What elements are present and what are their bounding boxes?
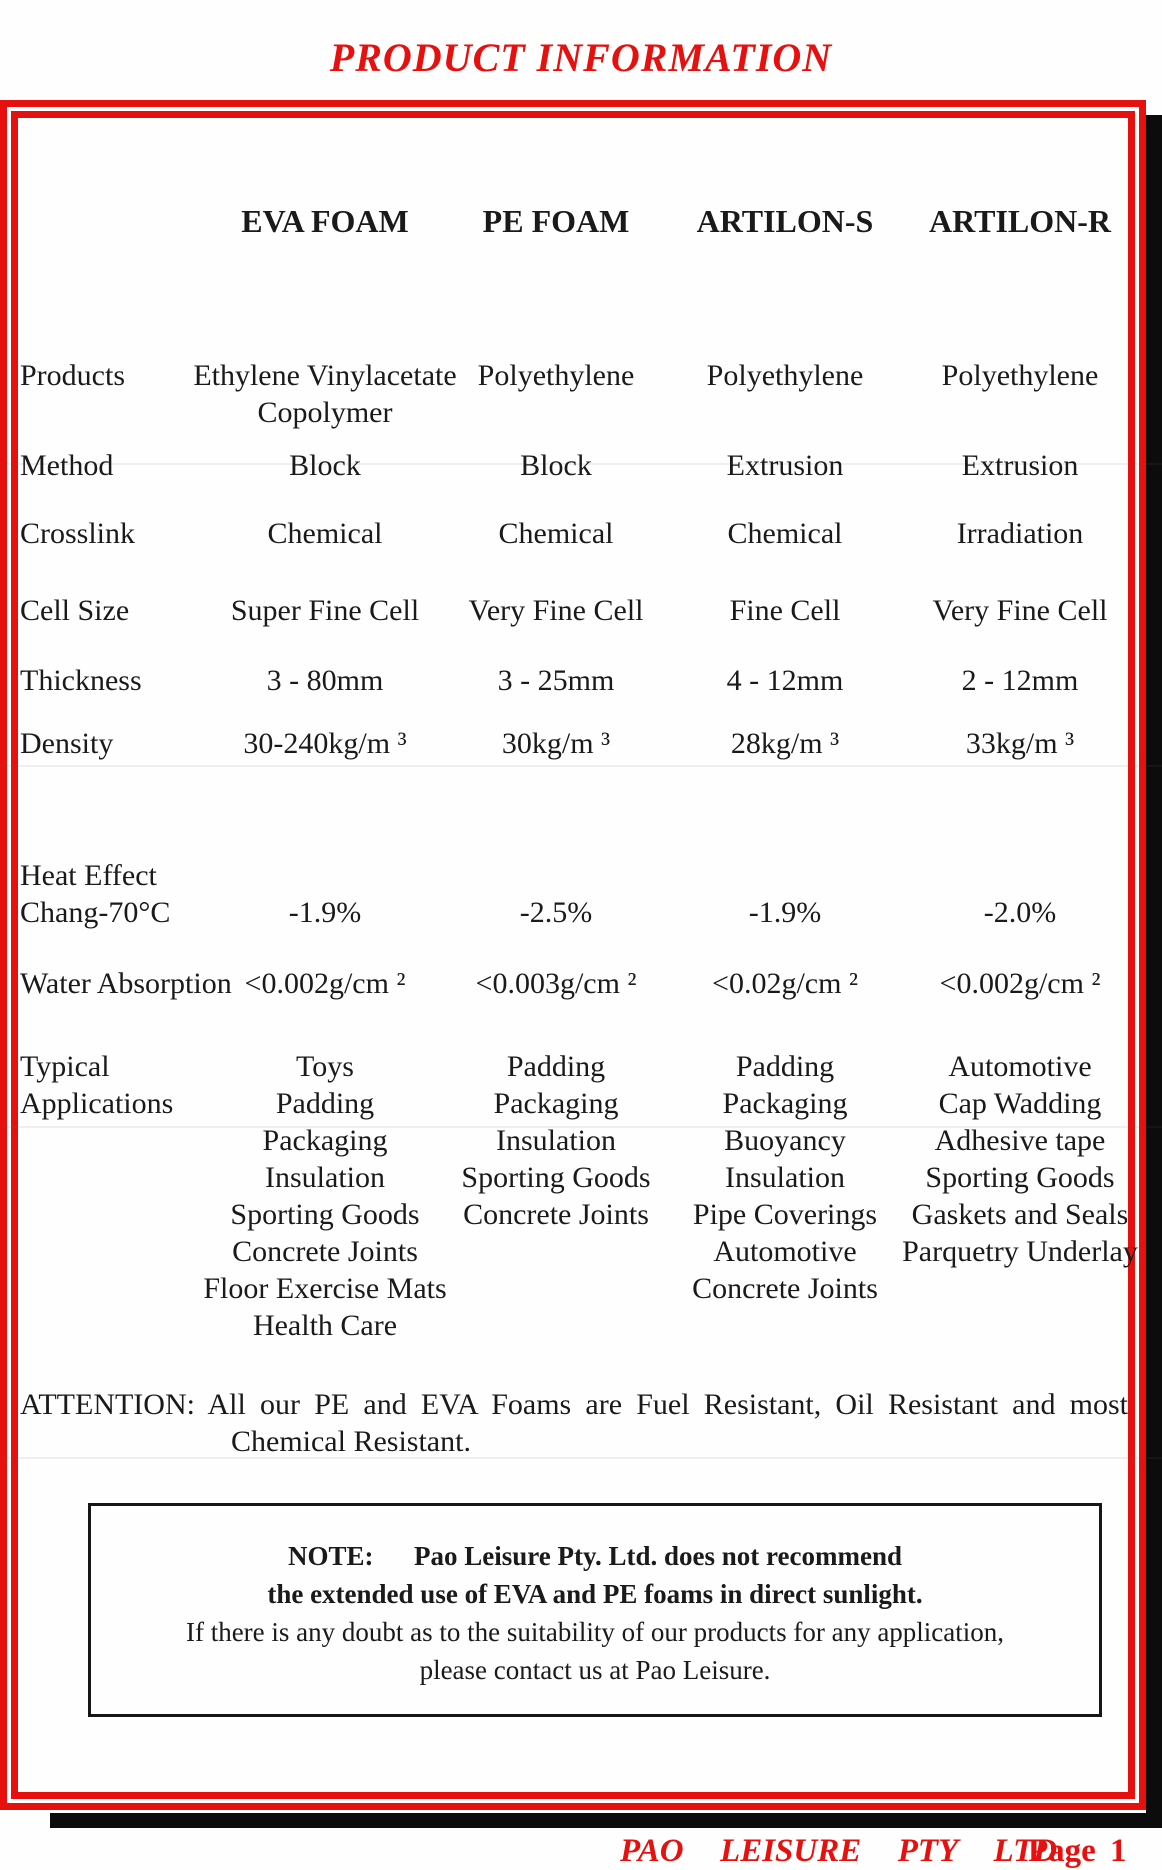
cell-thickness-eva-foam: 3 - 80mm bbox=[266, 664, 384, 697]
cell-cell-size-eva-foam: Super Fine Cell bbox=[230, 594, 420, 627]
cell-crosslink-eva-foam: Chemical bbox=[267, 517, 383, 550]
cell-water-absorption-artilon-r: <0.002g/cm ² bbox=[939, 967, 1101, 1000]
row-label-products: Products bbox=[20, 359, 125, 392]
cell-products-pe-foam: Polyethylene bbox=[477, 359, 635, 392]
cell-heat-effect-artilon-s: -1.9% bbox=[748, 896, 822, 929]
row-label-water-absorption: Water Absorption bbox=[20, 967, 232, 1000]
page-number: Page 1 bbox=[1028, 1833, 1127, 1869]
column-header-artilon-r: ARTILON-R bbox=[929, 203, 1111, 239]
note-line: If there is any doubt as to the suitability of our products for any application, bbox=[185, 1617, 1005, 1647]
cell-applications-artilon-s: Padding Packaging Buoyancy Insulation Pipe Coverings Automotive Concrete Joints bbox=[692, 1050, 878, 1305]
scan-artifact-line bbox=[0, 765, 1162, 767]
row-label-density: Density bbox=[20, 727, 114, 760]
cell-products-artilon-s: Polyethylene bbox=[706, 359, 864, 392]
cell-cell-size-artilon-r: Very Fine Cell bbox=[932, 594, 1108, 627]
cell-water-absorption-artilon-s: <0.02g/cm ² bbox=[712, 967, 858, 1000]
cell-method-artilon-s: Extrusion bbox=[726, 449, 844, 482]
scan-artifact-line bbox=[0, 1457, 1162, 1459]
cell-heat-effect-eva-foam: -1.9% bbox=[288, 896, 362, 929]
note-line: the extended use of EVA and PE foams in direct sunlight. bbox=[267, 1579, 923, 1609]
cell-products-eva-foam: Ethylene Vinylacetate Copolymer bbox=[193, 359, 457, 429]
note-box bbox=[88, 1503, 1102, 1717]
note-line: please contact us at Pao Leisure. bbox=[419, 1655, 771, 1685]
row-label-method: Method bbox=[20, 449, 114, 482]
column-header-pe-foam: PE FOAM bbox=[482, 203, 630, 239]
cell-density-artilon-s: 28kg/m ³ bbox=[730, 727, 840, 760]
attention-text: ATTENTION: All our PE and EVA Foams are Fuel Resistant, Oil Resistant and most bbox=[20, 1388, 1128, 1421]
row-label-crosslink: Crosslink bbox=[20, 517, 136, 550]
cell-thickness-pe-foam: 3 - 25mm bbox=[497, 664, 615, 697]
cell-method-pe-foam: Block bbox=[520, 449, 592, 482]
cell-water-absorption-pe-foam: <0.003g/cm ² bbox=[475, 967, 637, 1000]
cell-applications-eva-foam: Toys Padding Packaging Insulation Sporting Goods Concrete Joints Floor Exercise Mats Health Care bbox=[203, 1050, 447, 1342]
cell-density-artilon-r: 33kg/m ³ bbox=[965, 727, 1075, 760]
cell-heat-effect-artilon-r: -2.0% bbox=[983, 896, 1057, 929]
page-title: PRODUCT INFORMATION bbox=[329, 35, 833, 80]
cell-thickness-artilon-s: 4 - 12mm bbox=[726, 664, 844, 697]
cell-thickness-artilon-r: 2 - 12mm bbox=[961, 664, 1079, 697]
note-line: NOTE: Pao Leisure Pty. Ltd. does not recommend bbox=[288, 1541, 902, 1571]
cell-applications-pe-foam: Padding Packaging Insulation Sporting Goods Concrete Joints bbox=[461, 1050, 651, 1231]
column-header-artilon-s: ARTILON-S bbox=[696, 203, 874, 239]
footer-company: PAO LEISURE PTY LTD bbox=[620, 1833, 1058, 1869]
cell-crosslink-artilon-r: Irradiation bbox=[956, 517, 1084, 550]
cell-method-eva-foam: Block bbox=[289, 449, 361, 482]
row-label-cell-size: Cell Size bbox=[20, 594, 130, 627]
cell-heat-effect-pe-foam: -2.5% bbox=[519, 896, 593, 929]
cell-cell-size-pe-foam: Very Fine Cell bbox=[468, 594, 644, 627]
cell-applications-artilon-r: Automotive Cap Wadding Adhesive tape Sporting Goods Gaskets and Seals Parquetry Underlay bbox=[902, 1050, 1138, 1268]
page-scan-edge-right bbox=[1146, 115, 1162, 1828]
cell-method-artilon-r: Extrusion bbox=[961, 449, 1079, 482]
cell-density-pe-foam: 30kg/m ³ bbox=[501, 727, 611, 760]
row-label-heat-effect: Heat Effect Chang-70°C bbox=[20, 859, 171, 929]
cell-crosslink-pe-foam: Chemical bbox=[498, 517, 614, 550]
attention-text-continued: Chemical Resistant. bbox=[231, 1425, 471, 1458]
row-label-typical-applications: Typical Applications bbox=[20, 1050, 174, 1120]
cell-water-absorption-eva-foam: <0.002g/cm ² bbox=[244, 967, 406, 1000]
cell-products-artilon-r: Polyethylene bbox=[941, 359, 1099, 392]
cell-crosslink-artilon-s: Chemical bbox=[727, 517, 843, 550]
cell-density-eva-foam: 30-240kg/m ³ bbox=[243, 727, 407, 760]
column-header-eva-foam: EVA FOAM bbox=[241, 203, 409, 239]
cell-cell-size-artilon-s: Fine Cell bbox=[729, 594, 841, 627]
row-label-thickness: Thickness bbox=[20, 664, 142, 697]
page-scan-edge-bottom bbox=[50, 1813, 1162, 1828]
